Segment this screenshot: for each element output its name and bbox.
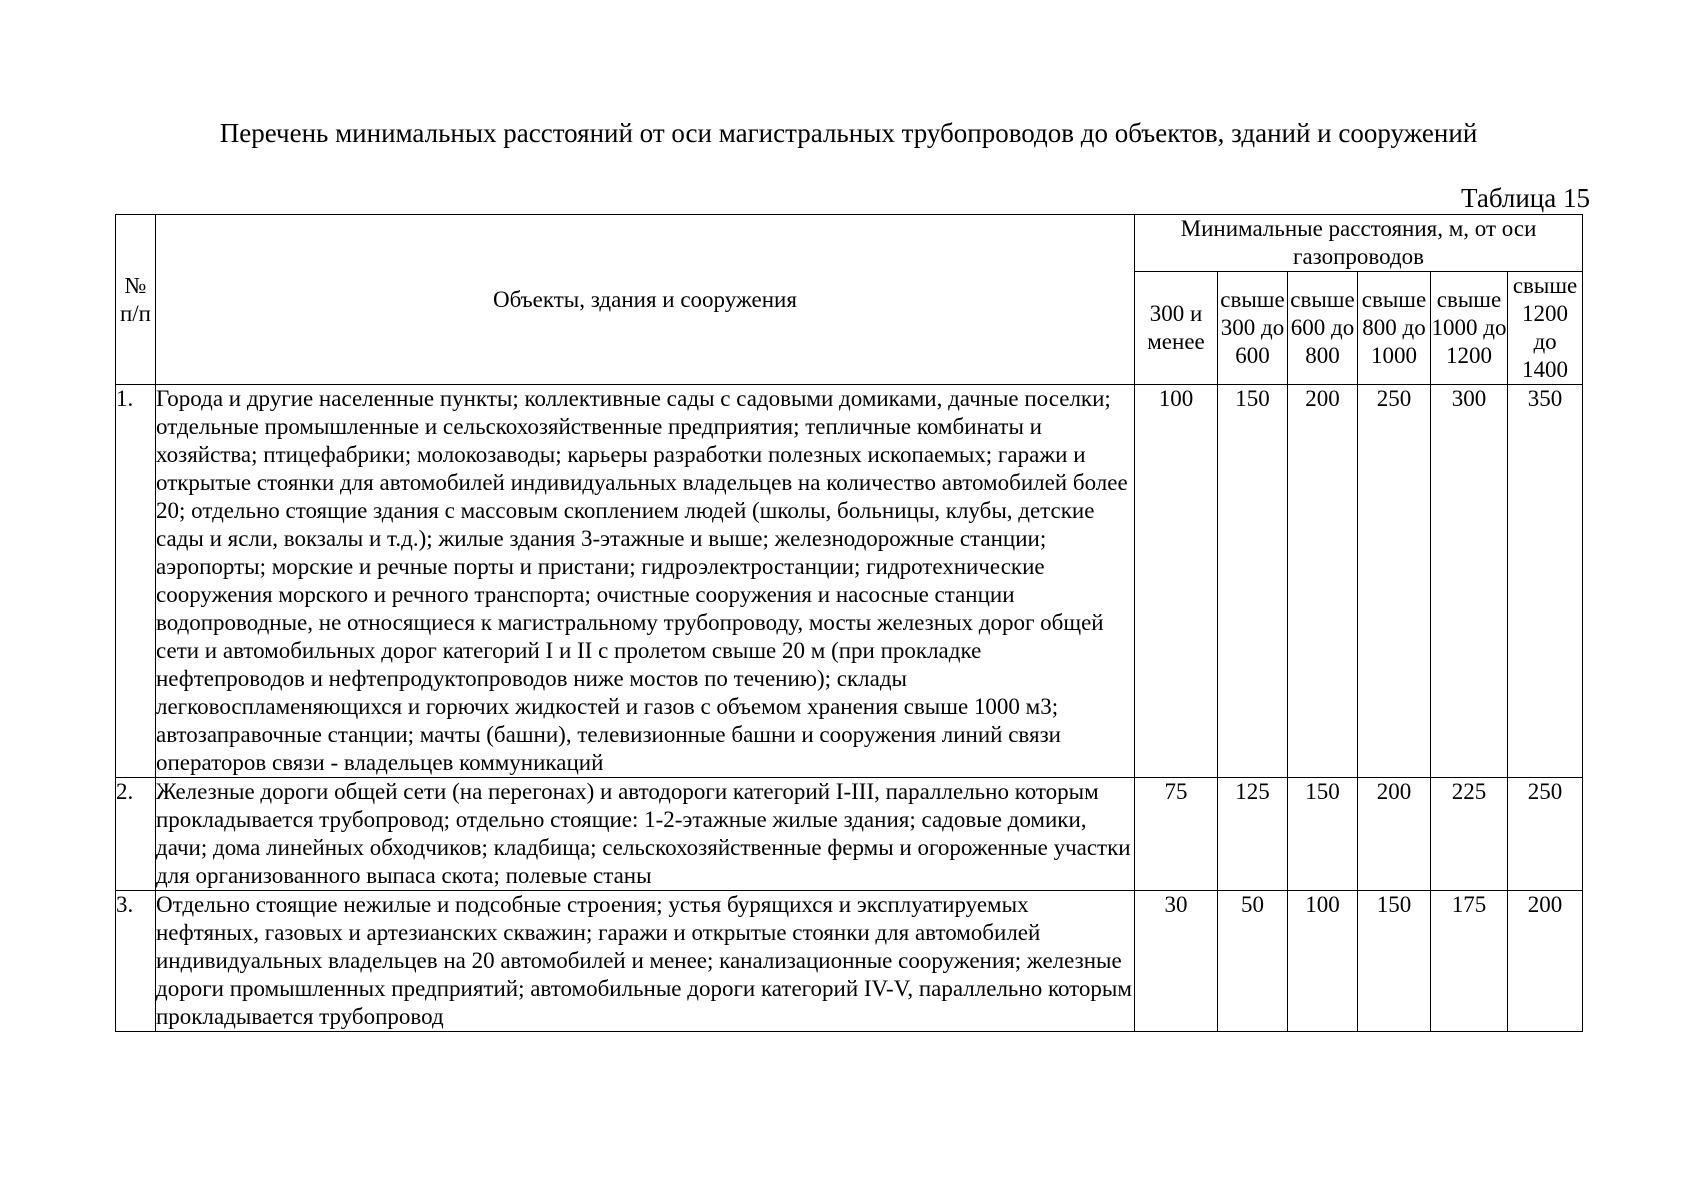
header-objects: Объекты, здания и сооружения <box>156 215 1135 385</box>
distance-value: 50 <box>1218 891 1288 1032</box>
header-band: 300 и менее <box>1135 272 1218 385</box>
distance-value: 30 <box>1135 891 1218 1032</box>
row-description: Отдельно стоящие нежилые и подсобные строения; устья бурящихся и эксплуатируемых нефтяных, газовых и артезианских скважин; гаражи и открытые стоянки для автомобилей индивидуальных владельцев на 20 автомобилей и менее; канализационные сооружения; железные дороги промышленных предприятий; автомобильные дороги категорий IV-V, параллельно которым прокладывается трубопровод <box>156 891 1135 1032</box>
distance-value: 150 <box>1358 891 1431 1032</box>
header-band: свыше 600 до 800 <box>1288 272 1358 385</box>
row-number: 1. <box>116 385 156 778</box>
distances-table <box>115 214 1583 1032</box>
distance-value: 175 <box>1431 891 1508 1032</box>
table-row <box>116 385 1583 778</box>
distance-value: 150 <box>1218 385 1288 778</box>
header-band: свыше 1200 до 1400 <box>1508 272 1583 385</box>
distance-value: 125 <box>1218 778 1288 891</box>
distance-value: 75 <box>1135 778 1218 891</box>
row-description: Города и другие населенные пункты; коллективные сады с садовыми домиками, дачные поселки; отдельные промышленные и сельскохозяйственные предприятия; тепличные комбинаты и хозяйства; птицефабрики; молокозаводы; карьеры разработки полезных ископаемых; гаражи и открытые стоянки для автомобилей индивидуальных владельцев на количество автомобилей более 20; отдельно стоящие здания с массовым скоплением людей (школы, больницы, клубы, детские сады и ясли, вокзалы и т.д.); жилые здания 3-этажные и выше; железнодорожные станции; аэропорты; морские и речные порты и пристани; гидроэлектростанции; гидротехнические сооружения морского и речного транспорта; очистные сооружения и насосные станции водопроводные, не относящиеся к магистральному трубопроводу, мосты железных дорог общей сети и автомобильных дорог категорий I и II с пролетом свыше 20 м (при прокладке нефтепроводов и нефтепродуктопроводов ниже мостов по течению); склады легковоспламеняющихся и горючих жидкостей и газов с объемом хранения свыше 1000 м3; автозаправочные станции; мачты (башни), телевизионные башни и сооружения линий связи операторов связи - владельцев коммуникаций <box>156 385 1135 778</box>
row-number: 2. <box>116 778 156 891</box>
header-min-distances: Минимальные расстояния, м, от оси газопроводов <box>1135 215 1583 272</box>
distance-value: 200 <box>1508 891 1583 1032</box>
distance-value: 200 <box>1288 385 1358 778</box>
table-row <box>116 778 1583 891</box>
table-row <box>116 891 1583 1032</box>
header-band: свыше 300 до 600 <box>1218 272 1288 385</box>
distance-value: 350 <box>1508 385 1583 778</box>
header-band: свыше 800 до 1000 <box>1358 272 1431 385</box>
table-label: Таблица 15 <box>1461 183 1590 213</box>
distance-value: 250 <box>1508 778 1583 891</box>
header-band: свыше 1000 до 1200 <box>1431 272 1508 385</box>
header-num: № п/п <box>116 215 156 385</box>
distance-value: 300 <box>1431 385 1508 778</box>
distance-value: 100 <box>1288 891 1358 1032</box>
row-description: Железные дороги общей сети (на перегонах) и автодороги категорий I-III, параллельно которым прокладывается трубопровод; отдельно стоящие: 1-2-этажные жилые здания; садовые домики, дачи; дома линейных обходчиков; кладбища; сельскохозяйственные фермы и огороженные участки для организованного выпаса скота; полевые станы <box>156 778 1135 891</box>
distance-value: 225 <box>1431 778 1508 891</box>
distance-value: 250 <box>1358 385 1431 778</box>
row-number: 3. <box>116 891 156 1032</box>
distance-value: 100 <box>1135 385 1218 778</box>
distance-value: 200 <box>1358 778 1431 891</box>
document-title: Перечень минимальных расстояний от оси магистральных трубопроводов до объектов, зданий и сооружений <box>219 118 1478 148</box>
distance-value: 150 <box>1288 778 1358 891</box>
